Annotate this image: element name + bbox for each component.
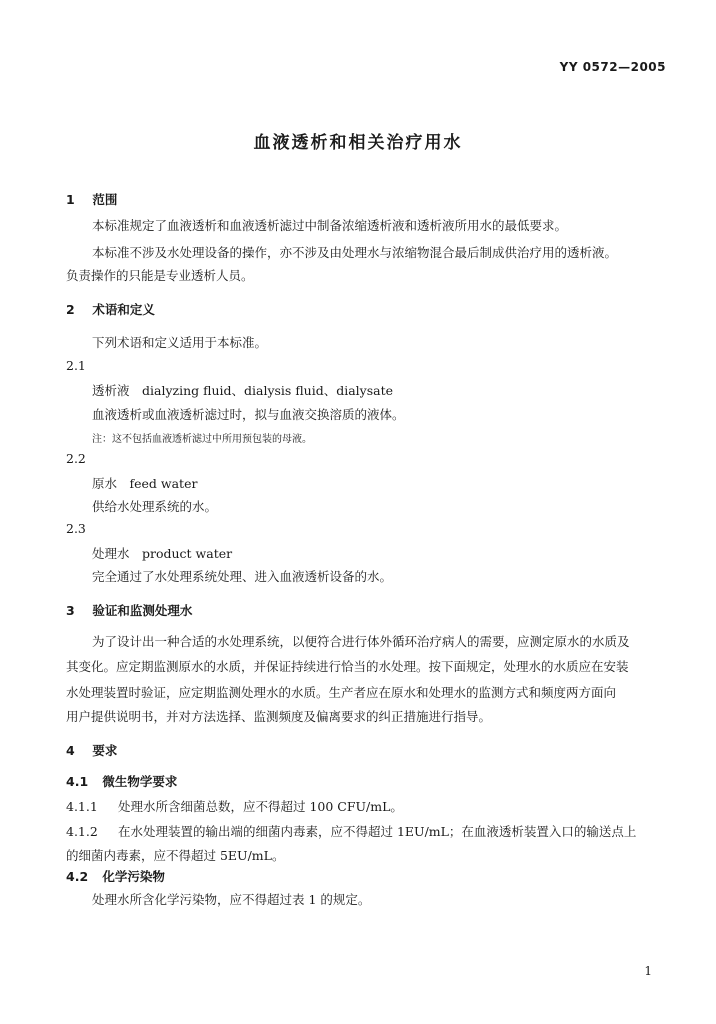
clause-text: 在水处理装置的输出端的细菌内毒素，应不得超过 1EU/mL；在血液透析装置入口的输送点上 <box>117 824 637 839</box>
subsection-number: 4.1 <box>66 774 89 789</box>
term-2-2-definition: 供给水处理系统的水。 <box>92 499 218 514</box>
section-1-heading <box>66 190 117 208</box>
section-3-line-3: 水处理装置时验证，应定期监测处理水的水质。生产者应在原水和处理水的监测方式和频度两方面向 <box>66 685 617 700</box>
clause-4-2-text: 处理水所含化学污染物，应不得超过表 1 的规定。 <box>92 892 371 907</box>
subsection-title: 微生物学要求 <box>102 774 178 789</box>
section-4-heading <box>66 741 117 759</box>
standard-code: YY 0572—2005 <box>559 60 666 74</box>
term-2-1-note: 注：这不包括血液透析滤过中所用预包装的母液。 <box>92 434 312 445</box>
subsection-4-1-heading <box>66 772 177 790</box>
clause-number: 4.1.1 <box>66 799 98 814</box>
section-number: 4 <box>66 743 75 758</box>
subsection-title: 化学污染物 <box>102 869 165 884</box>
term-2-3-term: 处理水 product water <box>92 546 233 561</box>
clause-4-1-2-line-1 <box>66 822 636 840</box>
section-1-paragraph-1: 本标准规定了血液透析和血液透析滤过中制备浓缩透析液和透析液所用水的最低要求。 <box>92 218 568 233</box>
term-2-1-number: 2.1 <box>66 358 86 373</box>
subsection-4-2-heading <box>66 867 165 885</box>
document-title: 血液透析和相关治疗用水 <box>253 133 463 153</box>
section-3-line-4: 用户提供说明书，并对方法选择、监测频度及偏离要求的纠正措施进行指导。 <box>66 709 492 724</box>
section-1-paragraph-2-line-1: 本标准不涉及水处理设备的操作，亦不涉及由处理水与浓缩物混合最后制成供治疗用的透析液。 <box>92 245 618 260</box>
section-3-line-1: 为了设计出一种合适的水处理系统，以便符合进行体外循环治疗病人的需要，应测定原水的水质及 <box>92 634 630 649</box>
section-title: 术语和定义 <box>92 302 155 317</box>
section-title: 验证和监测处理水 <box>92 603 193 618</box>
clause-number: 4.1.2 <box>66 824 98 839</box>
term-2-1-term: 透析液 dialyzing fluid、dialysis fluid、dialysate <box>92 383 394 398</box>
section-number: 2 <box>66 302 75 317</box>
term-2-2-number: 2.2 <box>66 451 86 466</box>
section-number: 1 <box>66 192 75 207</box>
section-2-intro: 下列术语和定义适用于本标准。 <box>92 335 268 350</box>
term-2-2-term: 原水 feed water <box>92 476 198 491</box>
section-3-line-2: 其变化。应定期监测原水的水质，并保证持续进行恰当的水处理。按下面规定，处理水的水质应在安装 <box>66 659 629 674</box>
clause-text: 处理水所含细菌总数，应不得超过 100 CFU/mL。 <box>117 799 403 814</box>
page-number: 1 <box>644 964 652 978</box>
section-title: 范围 <box>92 192 118 207</box>
section-number: 3 <box>66 603 75 618</box>
section-title: 要求 <box>92 743 118 758</box>
term-2-3-number: 2.3 <box>66 521 86 536</box>
clause-4-1-2-line-2: 的细菌内毒素，应不得超过 5EU/mL。 <box>66 848 285 863</box>
section-3-heading <box>66 601 192 619</box>
subsection-number: 4.2 <box>66 869 89 884</box>
clause-4-1-1 <box>66 797 403 815</box>
term-2-1-definition: 血液透析或血液透析滤过时，拟与血液交换溶质的液体。 <box>92 407 405 422</box>
term-2-3-definition: 完全通过了水处理系统处理、进入血液透析设备的水。 <box>92 569 393 584</box>
section-2-heading <box>66 300 155 318</box>
section-1-paragraph-2-line-2: 负责操作的只能是专业透析人员。 <box>66 268 254 283</box>
